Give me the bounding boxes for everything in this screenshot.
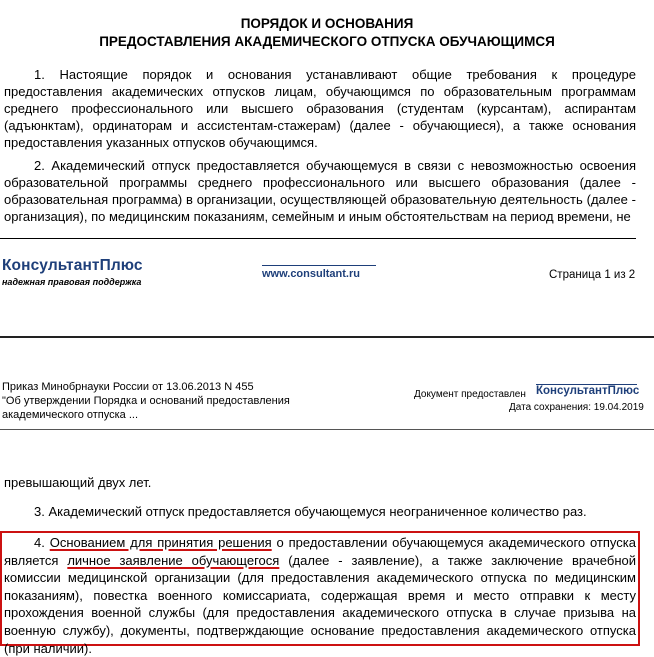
order-reference-line2: "Об утверждении Порядка и оснований предоставления [2,395,290,407]
page-break-line [0,336,654,338]
consultant-logo-small: КонсультантПлюс [536,385,640,397]
logo-overline [536,384,637,385]
url-overline [262,265,376,266]
paragraph-1: 1. Настоящие порядок и основания устанавливают общие требования к процедуре предоставления академических отпусков лицам, обучающимся по образовательным программам среднего профессионального или высшего образования (студентам (курсантам), аспирантам (адъюнктам), ординаторам и ассистентам-стажерам) (далее - обучающиеся), а также основания предоставления указанных отпусков обучающимся. [4,67,636,150]
paragraph-4-application-underlined: личное заявление обучающегося [67,552,280,568]
page-number: Страница 1 из 2 [549,269,636,281]
paragraph-3: 3. Академический отпуск предоставляется обучающемуся неограниченное количество раз. [34,504,587,519]
document-title-line2: ПРЕДОСТАВЛЕНИЯ АКАДЕМИЧЕСКОГО ОТПУСКА ОБУЧАЮЩИМСЯ [99,34,555,49]
consultant-logo: КонсультантПлюс [2,257,143,274]
page-separator-line [0,238,636,239]
paragraph-4-text-a: о предоставлении обучающемуся академического отпуска является [4,535,636,568]
consultant-url-link[interactable]: www.consultant.ru [262,268,360,280]
provided-by-label: Документ предоставлен [414,389,526,400]
header-separator-line [0,429,654,430]
order-reference-line1: Приказ Минобрнауки России от 13.06.2013 N 455 [2,381,254,393]
order-reference-line3: академического отпуска ... [2,409,139,421]
paragraph-4 [4,534,636,657]
paragraph-2: 2. Академический отпуск предоставляется обучающемуся в связи с невозможностью освоения образовательной программы среднего профессионального или высшего образования (далее - образовательная программа) в организации, осуществляющей образовательную деятельность (далее - организация), по медицинским показаниям, семейным и иным обстоятельствам на период времени, не [4,158,636,224]
paragraph-4-number: 4. [34,535,50,550]
continuation-text: превышающий двух лет. [4,475,152,490]
paragraph-4-basis-underlined: Основанием для принятия решения [49,535,272,550]
document-title-line1: ПОРЯДОК И ОСНОВАНИЯ [240,16,414,31]
save-date: Дата сохранения: 19.04.2019 [509,402,644,413]
logo-tagline: надежная правовая поддержка [2,277,142,287]
paragraph-4-text-b: (далее - заявление), а также заключение врачебной комиссии медицинской организации (для предоставления академического отпуска по медицинским показаниям), повестка военного комиссариата, содержащая время и место отправки к месту прохождения военной службы (для предоставления академического отпуска в случае призыва на военную службу), документы, подтверждающие основание предоставления академического отпуска (при наличии). [4,552,636,656]
